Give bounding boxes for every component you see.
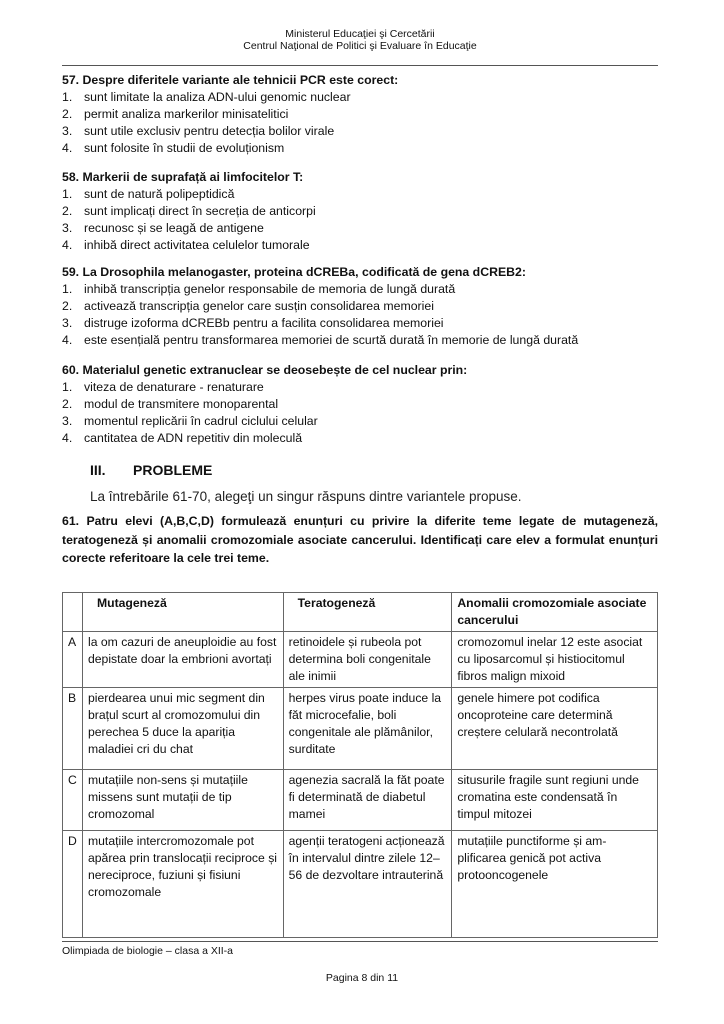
section-heading bbox=[90, 462, 212, 478]
table-cell: retinoidele și rubeola pot determina boli congenitale ale inimii bbox=[283, 632, 452, 688]
table-header: Teratogeneză bbox=[283, 593, 452, 632]
table-cell: mutațiile punctiforme și am-plificarea genică pot activa protooncogenele bbox=[452, 831, 658, 938]
answer-option bbox=[62, 298, 658, 315]
answer-option bbox=[62, 430, 658, 447]
option-text: inhibă direct activitatea celulelor tumorale bbox=[84, 238, 310, 252]
option-number: 4. bbox=[62, 141, 73, 155]
option-number: 2. bbox=[62, 107, 73, 121]
table-cell: agenezia sacrală la făt poate fi determinată de diabetul mamei bbox=[283, 770, 452, 831]
section-title: PROBLEME bbox=[133, 462, 213, 478]
option-text: sunt folosite în studii de evoluționism bbox=[84, 141, 285, 155]
option-text: inhibă transcripția genelor responsabile de memoria de lungă durată bbox=[84, 282, 456, 296]
answer-option bbox=[62, 379, 658, 396]
section-instruction: La întrebările 61-70, alegeţi un singur răspuns dintre variantele propuse. bbox=[90, 489, 522, 504]
row-label: A bbox=[63, 632, 83, 688]
question-61-text: 61. Patru elevi (A,B,C,D) formulează enunțuri cu privire la diferite teme legate de mutageneză, teratogeneză și anomalii cromozomiale asociate cancerului. Identificați care elev a formulat enunțuri corecte referitoare la cele trei teme. bbox=[62, 514, 658, 565]
header-line-1: Ministerul Educaţiei şi Cercetării bbox=[285, 28, 435, 40]
table-row bbox=[63, 688, 658, 770]
option-number: 1. bbox=[62, 380, 73, 394]
answer-option bbox=[62, 220, 658, 237]
answer-option bbox=[62, 123, 658, 140]
answer-option bbox=[62, 281, 658, 298]
answer-option bbox=[62, 315, 658, 332]
option-number: 3. bbox=[62, 124, 73, 138]
option-text: sunt de natură polipeptidică bbox=[84, 187, 235, 201]
option-number: 4. bbox=[62, 333, 73, 347]
option-number: 4. bbox=[62, 238, 73, 252]
option-number: 2. bbox=[62, 204, 73, 218]
question-title: 60. Materialul genetic extranuclear se deosebește de cel nuclear prin: bbox=[62, 363, 468, 377]
option-text: momentul replicării în cadrul ciclului celular bbox=[84, 414, 318, 428]
answer-option bbox=[62, 140, 658, 157]
table-cell: agenții teratogeni acționează în intervalul dintre zilele 12–56 de dezvoltare intrauterină bbox=[283, 831, 452, 938]
table-cell: mutațiile non-sens și mutațiile missens sunt mutații de tip cromozomal bbox=[83, 770, 284, 831]
page-number: Pagina 8 din 11 bbox=[325, 972, 399, 984]
option-number: 1. bbox=[62, 282, 73, 296]
answer-option bbox=[62, 89, 658, 106]
footer-divider bbox=[62, 941, 658, 942]
section-number: III. bbox=[90, 462, 106, 478]
option-text: sunt limitate la analiza ADN-ului genomic nuclear bbox=[84, 90, 351, 104]
answer-option bbox=[62, 203, 658, 220]
option-number: 4. bbox=[62, 431, 73, 445]
option-text: viteza de denaturare - renaturare bbox=[84, 380, 264, 394]
question-59 bbox=[62, 264, 658, 349]
option-text: activează transcripția genelor care susțin consolidarea memoriei bbox=[84, 299, 434, 313]
table-cell: pierdearea unui mic segment din brațul scurt al cromozomului din perechea 5 duce la apariția maladiei cri du chat bbox=[83, 688, 284, 770]
option-number: 1. bbox=[62, 90, 73, 104]
header-line-2: Centrul Naţional de Politici şi Evaluare în Educaţie bbox=[243, 40, 477, 52]
option-text: este esențială pentru transformarea memoriei de scurtă durată în memorie de lungă durată bbox=[84, 333, 579, 347]
table-header: Mutageneză bbox=[83, 593, 284, 632]
table-row bbox=[63, 770, 658, 831]
table-cell: cromozomul inelar 12 este asociat cu liposarcomul și histiocitomul fibros malign mixoid bbox=[452, 632, 658, 688]
question-57 bbox=[62, 72, 658, 157]
answer-option bbox=[62, 186, 658, 203]
table-cell: la om cazuri de aneuploidie au fost depistate doar la embrioni avortați bbox=[83, 632, 284, 688]
question-title: 58. Markerii de suprafață ai limfocitelor T: bbox=[62, 170, 304, 184]
option-text: distruge izoforma dCREBb pentru a facilita consolidarea memoriei bbox=[84, 316, 444, 330]
option-text: permit analiza markerilor minisatelitici bbox=[84, 107, 289, 121]
option-text: sunt implicați direct în secreția de anticorpi bbox=[84, 204, 316, 218]
option-text: recunosc și se leagă de antigene bbox=[84, 221, 264, 235]
question-title: 57. Despre diferitele variante ale tehnicii PCR este corect: bbox=[62, 73, 399, 87]
table-cell: herpes virus poate induce la făt microcefalie, boli congenitale ale plămânilor, surditate bbox=[283, 688, 452, 770]
table-cell: situsurile fragile sunt regiuni unde cromatina este condensată în timpul mitozei bbox=[452, 770, 658, 831]
row-label: C bbox=[63, 770, 83, 831]
table-row bbox=[63, 632, 658, 688]
option-number: 2. bbox=[62, 299, 73, 313]
row-label: D bbox=[63, 831, 83, 938]
table-cell: mutațiile intercromozomale pot apărea prin translocații reciproce și nereciproce, fuziuni și fisiuni cromozomale bbox=[83, 831, 284, 938]
table-cell: genele himere pot codifica oncoproteine care determină creștere celulară necontrolată bbox=[452, 688, 658, 770]
question-title: 59. La Drosophila melanogaster, proteina dCREBa, codificată de gena dCREB2: bbox=[62, 265, 526, 279]
answer-option bbox=[62, 237, 658, 254]
option-number: 3. bbox=[62, 414, 73, 428]
option-text: sunt utile exclusiv pentru detecția bolilor virale bbox=[84, 124, 335, 138]
option-text: cantitatea de ADN repetitiv din moleculă bbox=[84, 431, 303, 445]
table-header bbox=[63, 593, 83, 632]
table-row bbox=[63, 831, 658, 938]
table-header-row bbox=[63, 593, 658, 632]
page-header bbox=[62, 28, 658, 52]
answer-option bbox=[62, 396, 658, 413]
answer-option bbox=[62, 106, 658, 123]
answer-option bbox=[62, 332, 658, 349]
question-58 bbox=[62, 169, 658, 254]
option-number: 1. bbox=[62, 187, 73, 201]
question-61-table bbox=[62, 592, 658, 938]
option-text: modul de transmitere monoparental bbox=[84, 397, 279, 411]
footer-title: Olimpiada de biologie – clasa a XII-a bbox=[62, 945, 234, 957]
option-number: 3. bbox=[62, 316, 73, 330]
question-60 bbox=[62, 362, 658, 447]
option-number: 2. bbox=[62, 397, 73, 411]
answer-option bbox=[62, 413, 658, 430]
option-number: 3. bbox=[62, 221, 73, 235]
table-header: Anomalii cromozomiale asociate cancerului bbox=[452, 593, 658, 632]
header-divider bbox=[62, 65, 658, 66]
row-label: B bbox=[63, 688, 83, 770]
